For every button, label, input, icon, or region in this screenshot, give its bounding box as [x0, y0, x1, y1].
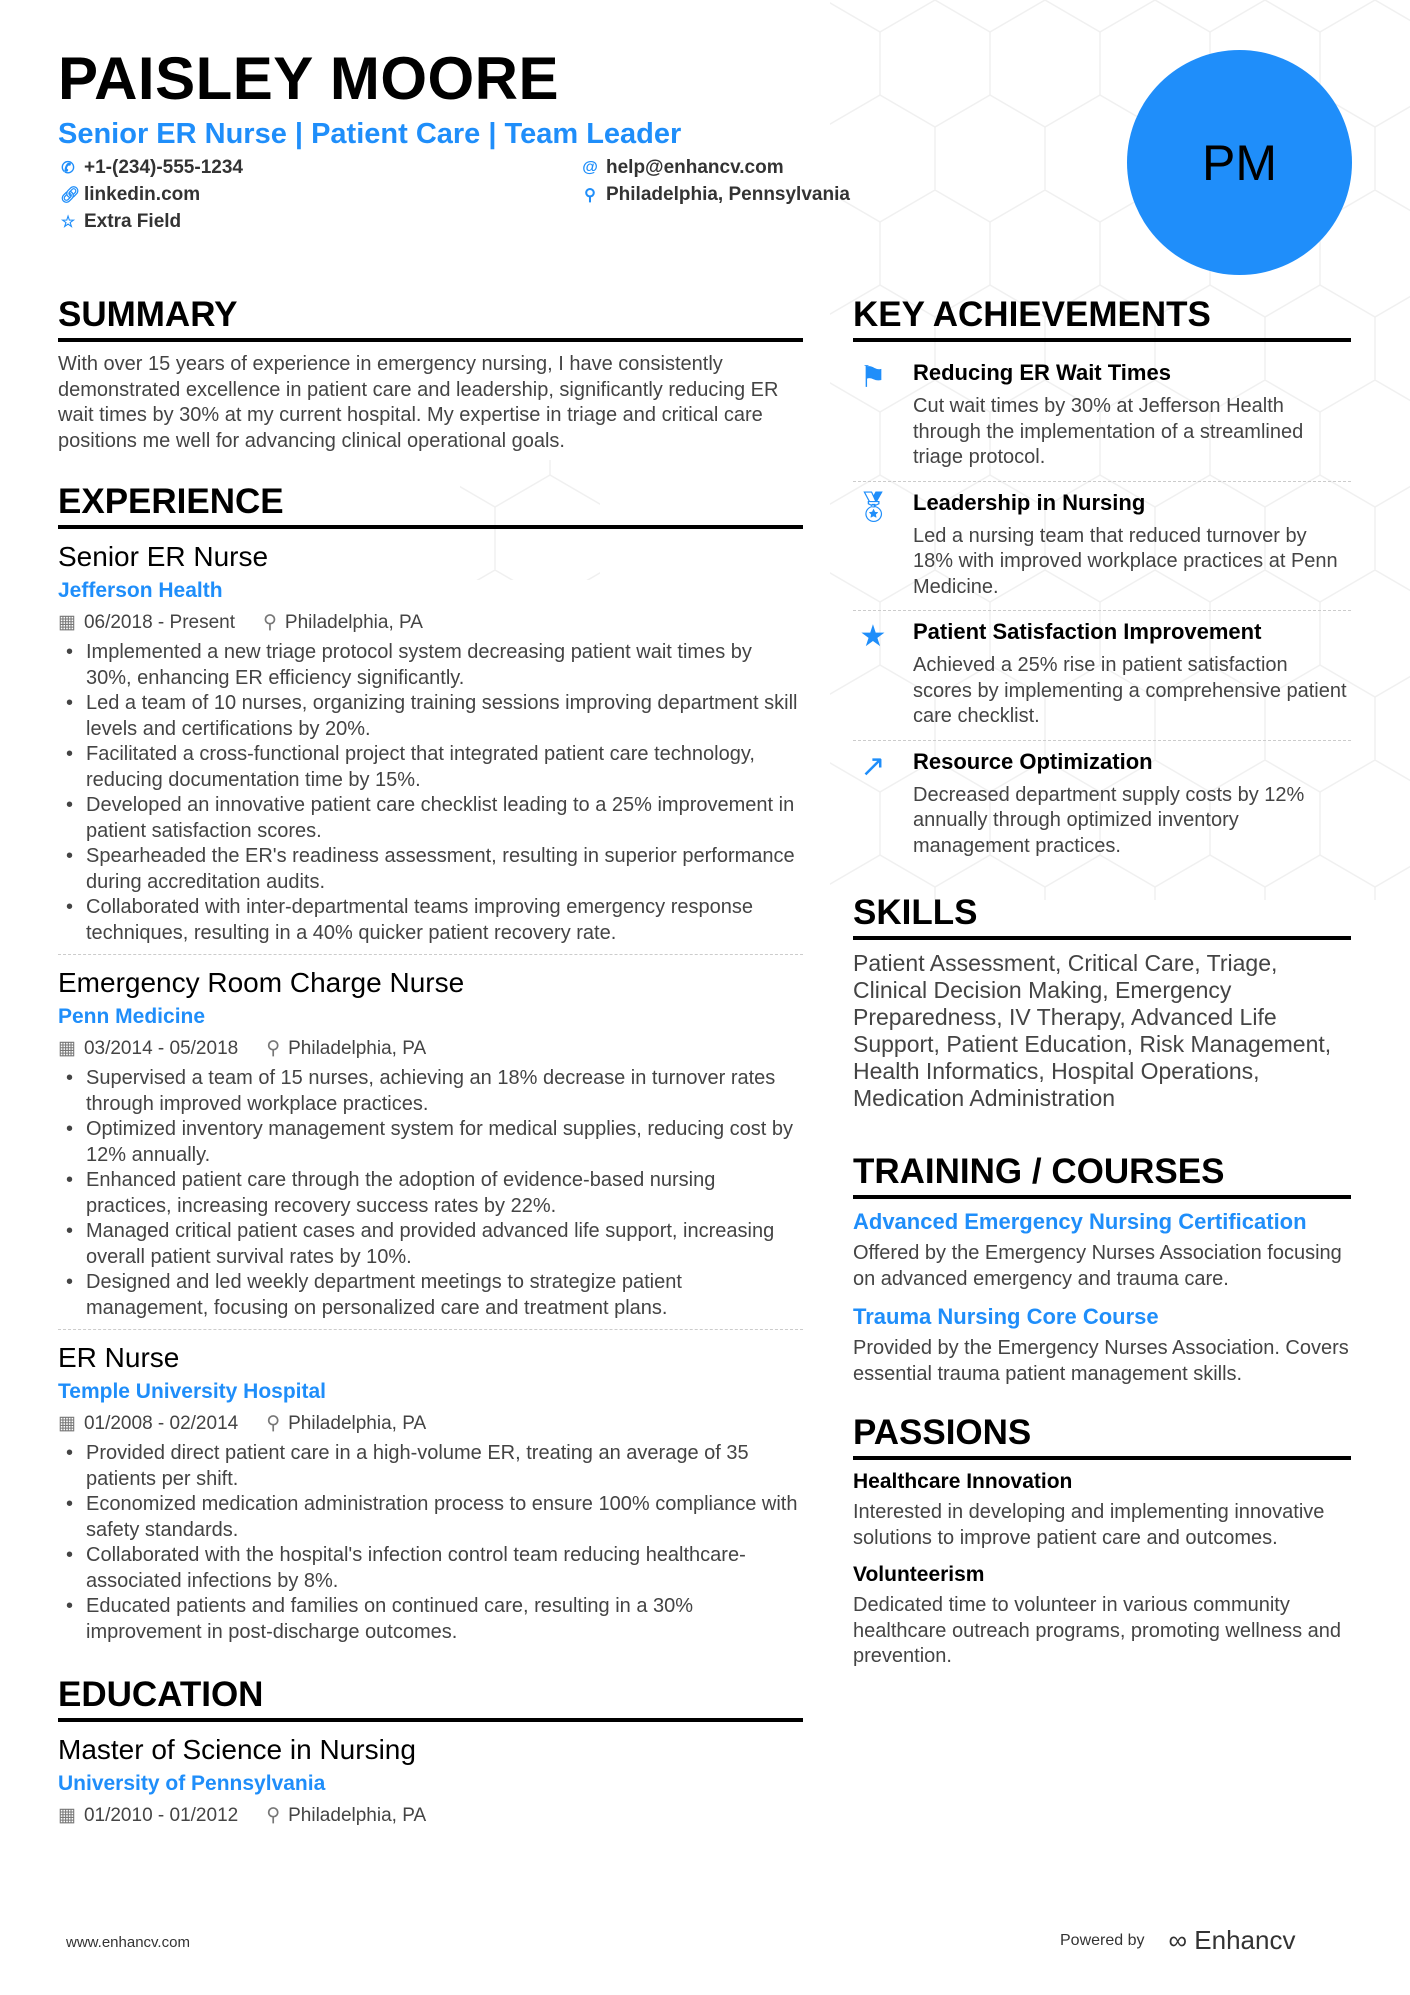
course-item	[853, 1209, 1351, 1292]
bullet: • Collaborated with inter-departmental teams improving emergency response techniques, resulting in a 40% quicker patient recovery rate.	[58, 895, 803, 946]
achievement-text: Decreased department supply costs by 12% annually through optimized inventory management practices.	[913, 783, 1305, 857]
flag-icon: ⚑	[859, 361, 887, 394]
passions-heading: PASSIONS	[853, 1413, 1351, 1460]
avatar: PM	[1127, 50, 1352, 275]
bullet: • Provided direct patient care in a high-volume ER, treating an average of 35 patients per shift.	[58, 1441, 803, 1492]
location-pin-icon: ⚲	[266, 1413, 281, 1434]
calendar-icon: ▦	[58, 612, 76, 633]
bullet: • Optimized inventory management system for medical supplies, reducing cost by 12% annually.	[58, 1117, 803, 1168]
experience-heading: EXPERIENCE	[58, 482, 803, 529]
bullet: • Designed and led weekly department meetings to strategize patient management, focusing on personalized care and treatment plans.	[58, 1270, 803, 1321]
training-heading: TRAINING / COURSES	[853, 1152, 1351, 1199]
achievement-title: Patient Satisfaction Improvement	[913, 619, 1262, 644]
job-entry	[58, 1342, 803, 1653]
skills-text: Patient Assessment, Critical Care, Triage, Clinical Decision Making, Emergency Preparedness, IV Therapy, Advanced Life Support, Patient Education, Risk Management, Health Informatics, Hospital Operations, Medication Administration	[853, 950, 1332, 1111]
job-meta: ▦ 01/2008 - 02/2014 ⚲ Philadelphia, PA	[58, 1413, 427, 1434]
location-pin-icon: ⚲	[266, 1805, 281, 1826]
training-list	[853, 1209, 1351, 1387]
course-title: Advanced Emergency Nursing Certification	[853, 1209, 1307, 1234]
company: Penn Medicine	[58, 1005, 206, 1028]
candidate-name: PAISLEY MOORE	[58, 45, 560, 112]
course-item	[853, 1304, 1351, 1387]
phone: ✆ +1-(234)-555-1234	[61, 157, 243, 178]
achievement-text: Achieved a 25% rise in patient satisfaction scores by implementing a comprehensive patient care checklist.	[913, 654, 1347, 727]
infinity-logo-icon: ∞	[1168, 1925, 1188, 1955]
achievement-item	[853, 352, 1351, 482]
achievement-item	[853, 741, 1351, 870]
at-icon: @	[582, 159, 598, 176]
company: Temple University Hospital	[58, 1380, 327, 1403]
passion-title: Healthcare Innovation	[853, 1470, 1073, 1493]
passion-title: Volunteerism	[853, 1563, 985, 1586]
bullet: • Economized medication administration process to ensure 100% compliance with safety standards.	[58, 1492, 803, 1543]
passion-text: Interested in developing and implementing innovative solutions to improve patient care and outcomes.	[853, 1501, 1325, 1549]
course-title: Trauma Nursing Core Course	[853, 1304, 1159, 1329]
bullet: • Educated patients and families on continued care, resulting in a 30% improvement in post-discharge outcomes.	[58, 1594, 803, 1645]
calendar-icon: ▦	[58, 1805, 76, 1826]
achievements-heading: KEY ACHIEVEMENTS	[853, 295, 1351, 342]
left-column	[58, 295, 803, 1833]
candidate-title: Senior ER Nurse | Patient Care | Team Leader	[58, 118, 682, 150]
enhancv-logo: ∞ Enhancv	[1168, 1925, 1296, 1955]
award-ribbon-icon: 🏅︎	[853, 490, 893, 524]
passion-item	[853, 1470, 1351, 1551]
achievement-text: Cut wait times by 30% at Jefferson Health through the implementation of a streamlined triage protocol.	[913, 395, 1304, 468]
star-outline-icon: ☆	[60, 214, 76, 231]
course-text: Provided by the Emergency Nurses Association. Covers essential trauma patient management skills.	[853, 1337, 1349, 1385]
footer-powered: Powered by ∞ Enhancv	[1060, 1925, 1296, 1955]
summary-heading: SUMMARY	[58, 295, 803, 342]
school: University of Pennsylvania	[58, 1772, 326, 1795]
achievement-item	[853, 482, 1351, 612]
passions-list	[853, 1470, 1351, 1670]
job-title: Emergency Room Charge Nurse	[58, 967, 465, 998]
location-pin-icon: ⚲	[263, 612, 277, 633]
star-icon: ★	[859, 620, 887, 653]
calendar-icon: ▦	[58, 1038, 76, 1059]
job-entry	[58, 541, 803, 955]
right-column	[853, 295, 1351, 1682]
summary-text: With over 15 years of experience in emergency nursing, I have consistently demonstrated excellence in patient care and leadership, significantly reducing ER wait times by 30% at my current hospital. My expertise in triage and critical care positions me well for advancing clinical operational goals.	[58, 353, 779, 452]
bullet: • Facilitated a cross-functional project that integrated patient care technology, reducing documentation time by 15%.	[58, 742, 803, 793]
bullet: • Implemented a new triage protocol system decreasing patient wait times by 30%, enhancing ER efficiency significantly.	[58, 640, 803, 691]
education-meta: ▦ 01/2010 - 01/2012 ⚲ Philadelphia, PA	[58, 1805, 427, 1826]
degree: Master of Science in Nursing	[58, 1734, 416, 1765]
link-icon: 🔗︎	[60, 187, 81, 204]
achievements-list	[853, 352, 1351, 869]
extra-field: ☆ Extra Field	[60, 211, 182, 232]
job-meta: ▦ 06/2018 - Present ⚲ Philadelphia, PA	[58, 612, 423, 633]
bullet: • Supervised a team of 15 nurses, achieving an 18% decrease in turnover rates through improved workplace practices.	[58, 1066, 803, 1117]
achievement-title: Resource Optimization	[913, 748, 1153, 774]
achievement-text: Led a nursing team that reduced turnover by 18% with improved workplace practices at Penn Medicine.	[913, 524, 1338, 598]
passion-text: Dedicated time to volunteer in various community healthcare outreach programs, promoting wellness and prevention.	[853, 1594, 1342, 1667]
job-meta: ▦ 03/2014 - 05/2018 ⚲ Philadelphia, PA	[58, 1038, 427, 1059]
bullet: • Spearheaded the ER's readiness assessment, resulting in superior performance during accreditation audits.	[58, 844, 803, 895]
footer-website[interactable]: www.enhancv.com	[66, 1934, 190, 1951]
experience-list	[58, 541, 803, 1653]
skills-heading: SKILLS	[853, 893, 1351, 940]
calendar-icon: ▦	[58, 1413, 76, 1434]
passion-item	[853, 1563, 1351, 1670]
achievement-title: Leadership in Nursing	[913, 489, 1146, 515]
bullet: • Collaborated with the hospital's infection control team reducing healthcare-associated infections by 8%.	[58, 1543, 803, 1594]
achievement-item	[853, 611, 1351, 741]
bullet: • Developed an innovative patient care checklist leading to a 25% improvement in patient satisfaction scores.	[58, 793, 803, 844]
phone-icon: ✆	[61, 160, 75, 177]
course-text: Offered by the Emergency Nurses Association focusing on advanced emergency and trauma care.	[853, 1242, 1342, 1290]
bullet: • Enhanced patient care through the adoption of evidence-based nursing practices, increasing recovery success rates by 22%.	[58, 1168, 803, 1219]
location-pin-icon: ⚲	[266, 1038, 281, 1059]
job-title: ER Nurse	[58, 1342, 180, 1373]
bullet: • Managed critical patient cases and provided advanced life support, increasing overall patient survival rates by 10%.	[58, 1219, 803, 1270]
email-link[interactable]: @ help@enhancv.com	[582, 157, 784, 178]
education-heading: EDUCATION	[58, 1675, 803, 1722]
strategy-icon: ↗	[860, 749, 886, 783]
bullet: • Led a team of 10 nurses, organizing training sessions improving department skill levels and certifications by 20%.	[58, 691, 803, 742]
company: Jefferson Health	[58, 579, 223, 602]
location: ⚲ Philadelphia, Pennsylvania	[582, 184, 850, 206]
job-title: Senior ER Nurse	[58, 541, 269, 572]
achievement-title: Reducing ER Wait Times	[913, 360, 1171, 385]
linkedin-link[interactable]: 🔗︎ linkedin.com	[60, 184, 201, 205]
job-entry	[58, 967, 803, 1330]
location-pin-icon: ⚲	[584, 187, 596, 204]
